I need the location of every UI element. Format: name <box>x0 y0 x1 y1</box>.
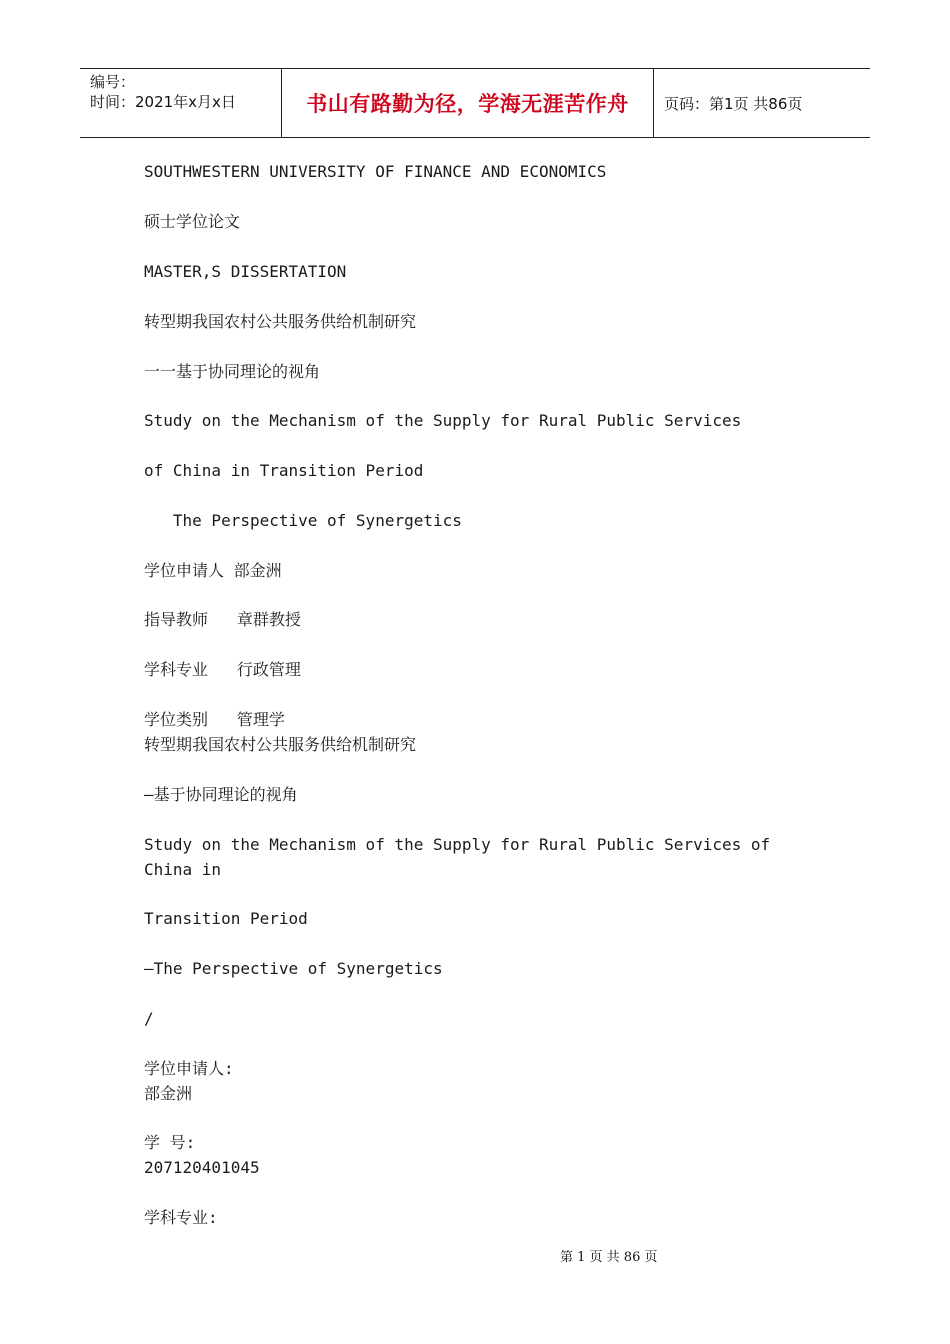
thesis-title-en-line1: Study on the Mechanism of the Supply for Rural Public Services <box>144 411 742 430</box>
thesis-title-en-repeat-line1: Study on the Mechanism of the Supply for Rural Public Services of <box>144 835 771 854</box>
thesis-title-cn-repeat: 转型期我国农村公共服务供给机制研究 <box>144 735 417 754</box>
header-meta <box>80 69 282 137</box>
thesis-title-en-repeat-line3: Transition Period <box>144 909 308 928</box>
applicant-label: 学位申请人: <box>144 1059 234 1078</box>
thesis-title-en-line2: of China in Transition Period <box>144 461 424 480</box>
thesis-subtitle-en-repeat: —The Perspective of Synergetics <box>144 959 443 978</box>
thesis-subtitle-cn-repeat: —基于协同理论的视角 <box>144 785 298 804</box>
university-name: SOUTHWESTERN UNIVERSITY OF FINANCE AND ECONOMICS <box>144 162 607 181</box>
supervisor-line: 指导教师 章群教授 <box>144 610 301 629</box>
degree-category-line: 学位类别 管理学 <box>144 710 285 729</box>
degree-type-cn: 硕士学位论文 <box>144 212 241 231</box>
major-label: 学科专业: <box>144 1208 218 1227</box>
page-footer: 第 1 页 共 86 页 <box>560 1250 658 1265</box>
student-id-label: 学 号: <box>144 1133 196 1152</box>
thesis-subtitle-cn: 一一基于协同理论的视角 <box>144 362 321 381</box>
major-line: 学科专业 行政管理 <box>144 660 301 679</box>
degree-type-en: MASTER,S DISSERTATION <box>144 262 347 281</box>
applicant-line: 学位申请人 部金洲 <box>144 561 282 580</box>
thesis-title-cn: 转型期我国农村公共服务供给机制研究 <box>144 312 417 331</box>
slash-separator: / <box>144 1009 154 1028</box>
applicant-name: 部金洲 <box>144 1084 193 1103</box>
time-label: 时间：2021年x月x日 <box>90 93 236 111</box>
header-motto: 书山有路勤为径，学海无涯苦作舟 <box>282 69 654 137</box>
header-page-info: 页码：第1页 共86页 <box>664 94 803 113</box>
number-label: 编号： <box>90 73 136 91</box>
thesis-subtitle-en: The Perspective of Synergetics <box>144 511 462 530</box>
student-id-value: 207120401045 <box>144 1158 260 1177</box>
page-header <box>80 68 870 138</box>
thesis-title-en-repeat-line2: China in <box>144 860 222 879</box>
